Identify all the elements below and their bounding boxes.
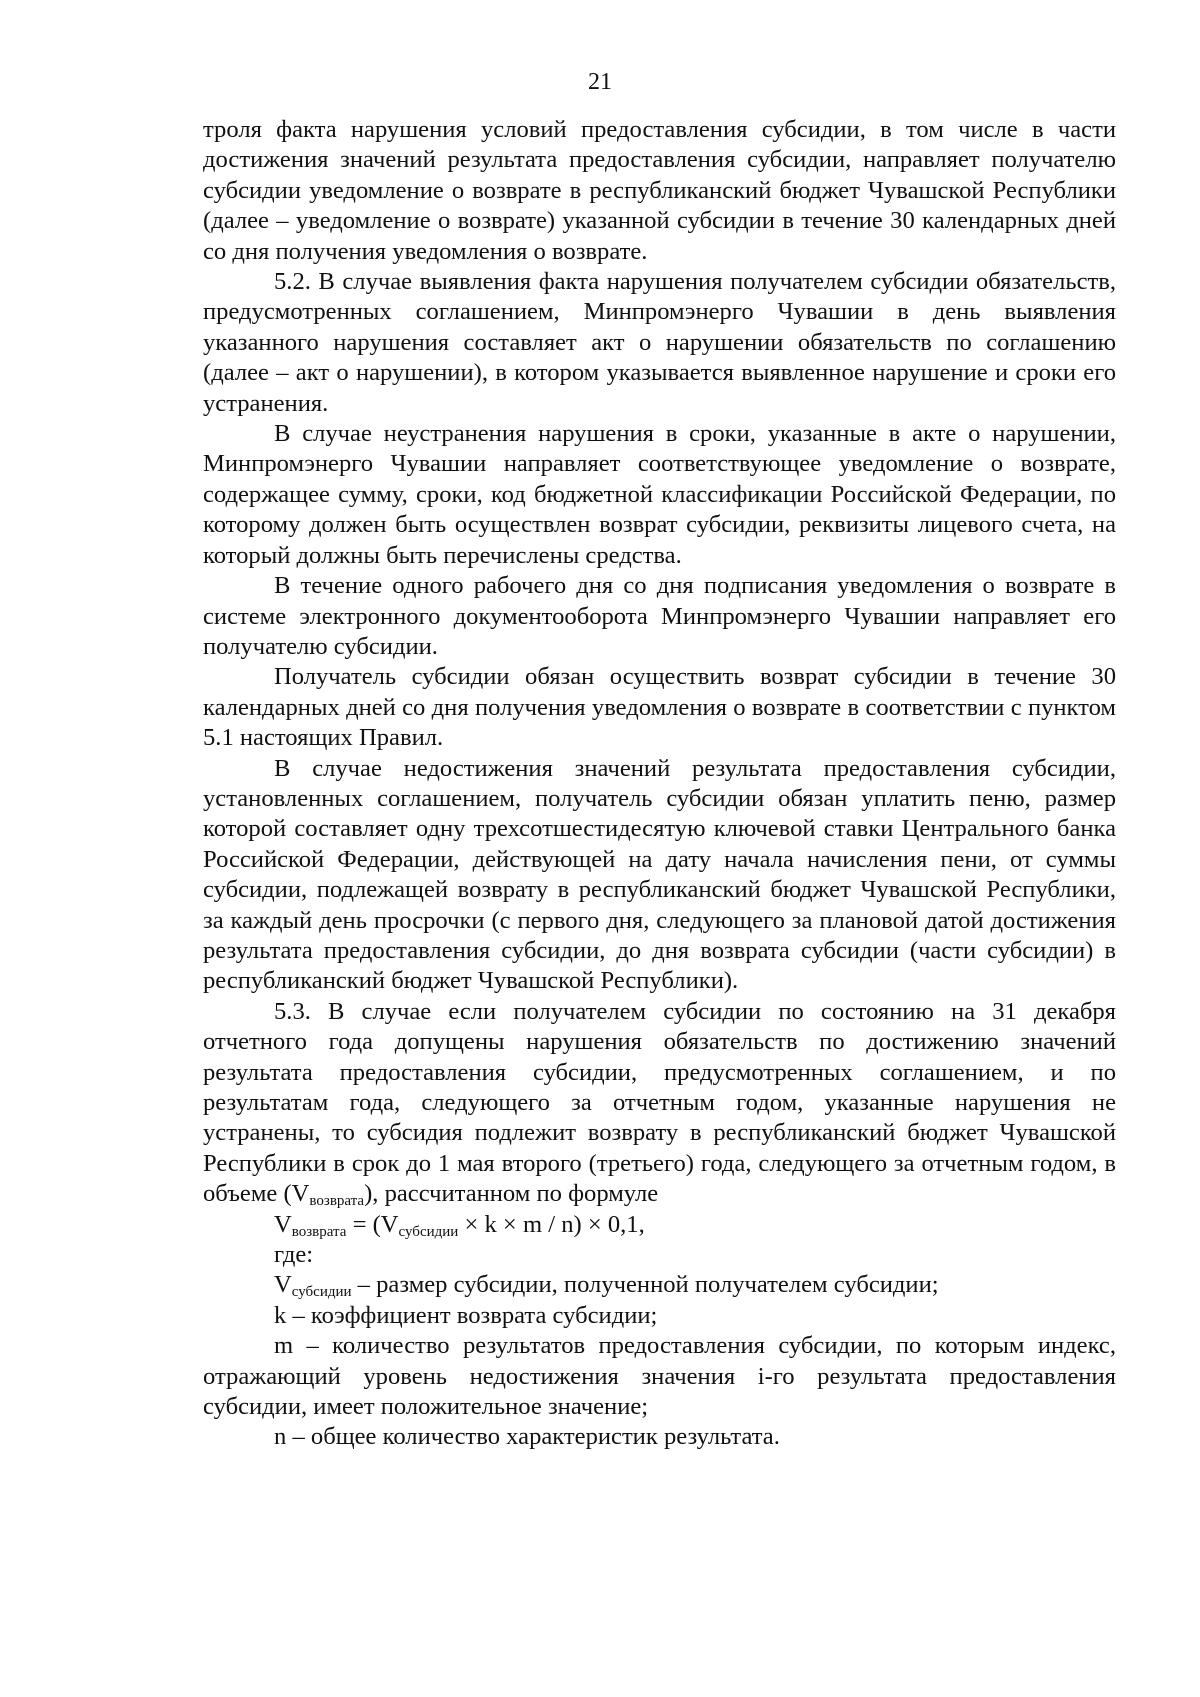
paragraph-5-3-main: 5.3. В случае если получателем субсидии по состоянию на 31 декабря отчетного года допущены нарушения обязательств по достижению значений результата предоставления субсидии, предусмотренных соглашением, и по результатам года, следующего за отчетным годом, указанные нарушения не устранены, то субсидия подлежит возврату в республиканский бюджет Чувашской Республики в срок до 1 мая второго (третьего) года, следующего за отчетным годом, в объеме (V xyxy=(203,997,1116,1208)
paragraph-return-obligation: Получатель субсидии обязан осуществить возврат субсидии в течение 30 календарных дней со дня получения уведомления о возврате в соответствии с пунктом 5.1 настоящих Правил. xyxy=(203,663,1116,752)
definition-k: k – коэффициент возврата субсидии; xyxy=(274,1301,658,1329)
definition-n: n – общее количество характеристик результата. xyxy=(274,1423,780,1451)
paragraph-5-3-subscript: возврата xyxy=(309,1193,365,1210)
definition-m: m – количество результатов предоставления субсидии, по которым индекс, отражающий уровень недостижения значения i-го результата предоставления субсидии, имеет положительное значение; xyxy=(203,1332,1116,1421)
formula-rest: × k × m / n) × 0,1, xyxy=(458,1210,645,1238)
paragraph-5-2: 5.2. В случае выявления факта нарушения получателем субсидии обязательств, предусмотренных соглашением, Минпромэнерго Чувашии в день выявления указанного нарушения составляет акт о нарушении обязательств по соглашению (далее – акт о нарушении), в котором указывается выявленное нарушение и сроки его устранения. xyxy=(203,268,1116,417)
definition-v-symbol: V xyxy=(274,1271,292,1299)
formula-eq-open: = (V xyxy=(346,1210,399,1238)
return-formula xyxy=(203,1210,1116,1240)
definitions-where: где: xyxy=(274,1241,314,1269)
formula-sub-subsidii: субсидии xyxy=(398,1223,459,1240)
paragraph-edo: В течение одного рабочего дня со дня подписания уведомления о возврате в системе электронного документооборота Минпромэнерго Чувашии направляет его получателю субсидии. xyxy=(203,572,1116,660)
formula-v: V xyxy=(274,1210,292,1238)
document-body xyxy=(203,115,1116,1453)
paragraph-continuation: троля факта нарушения условий предоставления субсидии, в том числе в части достижения значений результата предоставления субсидии, направляет получателю субсидии уведомление о возврате в республиканский бюджет Чувашской Республики (далее – уведомление о возврате) указанной субсидии в течение 30 календарных дней со дня получения уведомления о возврате. xyxy=(203,116,1116,265)
page-number: 21 xyxy=(588,69,612,95)
paragraph-non-elimination: В случае неустранения нарушения в сроки, указанные в акте о нарушении, Минпромэнерго Чувашии направляет соответствующее уведомление о возврате, содержащее сумму, сроки, код бюджетной классификации Российской Федерации, по которому должен быть осуществлен возврат субсидии, реквизиты лицевого счета, на который должны быть перечислены средства. xyxy=(203,420,1116,569)
definition-v-text: – размер субсидии, полученной получателем субсидии; xyxy=(351,1271,939,1299)
formula-sub-vozvrata: возврата xyxy=(291,1223,347,1240)
paragraph-5-3-tail: ), рассчитанном по формуле xyxy=(364,1180,659,1208)
definition-v-subsidii xyxy=(203,1270,1116,1300)
paragraph-penalty: В случае недостижения значений результата предоставления субсидии, установленных соглашением, получатель субсидии обязан уплатить пеню, размер которой составляет одну трехсотшестидесятую ключевой ставки Центрального банка Российской Федерации, действующей на дату начала начисления пени, от суммы субсидии, подлежащей возврату в республиканский бюджет Чувашской Республики, за каждый день просрочки (с первого дня, следующего за плановой датой достижения результата предоставления субсидии, до дня возврата субсидии (части субсидии) в республиканский бюджет Чувашской Республики). xyxy=(203,754,1116,995)
definition-v-subscript: субсидии xyxy=(291,1284,352,1301)
paragraph-5-3 xyxy=(203,997,1116,1210)
